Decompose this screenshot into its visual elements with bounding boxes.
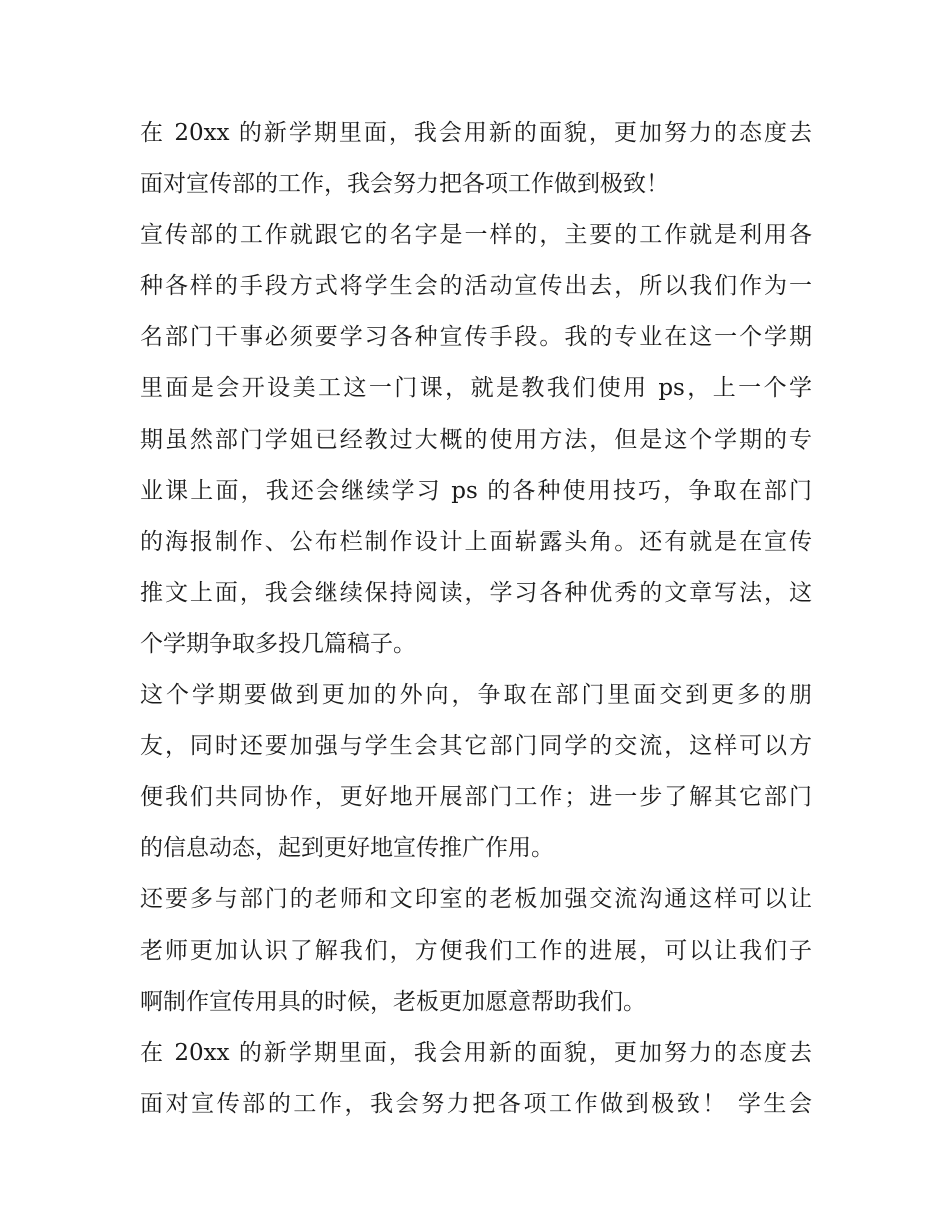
document-body <box>140 108 812 1130</box>
text-line: 名部门干事必须要学习各种宣传手段。我的专业在这一个学期 <box>140 324 812 351</box>
text-line: 还要多与部门的老师和文印室的老板加强交流沟通这样可以让 <box>140 886 812 913</box>
text-line: 推文上面，我会继续保持阅读，学习各种优秀的文章写法，这 <box>140 579 812 606</box>
text-line: 的海报制作、公布栏制作设计上面崭露头角。还有就是在宣传 <box>140 528 812 555</box>
text-line: 在 20xx 的新学期里面，我会用新的面貌，更加努力的态度去 <box>140 1039 812 1066</box>
text-line: 期虽然部门学姐已经教过大概的使用方法，但是这个学期的专 <box>140 426 812 453</box>
text-line: 友，同时还要加强与学生会其它部门同学的交流，这样可以方 <box>140 733 812 760</box>
text-line: 便我们共同协作，更好地开展部门工作；进一步了解其它部门 <box>140 784 812 811</box>
text-line: 面对宣传部的工作，我会努力把各项工作做到极致！ <box>140 171 669 198</box>
text-line: 这个学期要做到更加的外向，争取在部门里面交到更多的朋 <box>140 682 812 709</box>
text-line: 的信息动态，起到更好地宣传推广作用。 <box>140 835 554 862</box>
text-line: 在 20xx 的新学期里面，我会用新的面貌，更加努力的态度去 <box>140 120 812 146</box>
text-line: 里面是会开设美工这一门课，就是教我们使用 ps，上一个学 <box>140 375 812 402</box>
text-line: 宣传部的工作就跟它的名字是一样的，主要的工作就是利用各 <box>140 222 812 249</box>
text-line: 个学期争取多投几篇稿子。 <box>140 630 416 657</box>
text-line: 种各样的手段方式将学生会的活动宣传出去，所以我们作为一 <box>140 273 812 300</box>
text-line: 啊制作宣传用具的时候，老板更加愿意帮助我们。 <box>140 988 646 1015</box>
text-line: 老师更加认识了解我们，方便我们工作的进展，可以让我们子 <box>140 937 812 964</box>
text-line: 面对宣传部的工作，我会努力把各项工作做到极致！ 学生会 <box>140 1090 812 1117</box>
text-line: 业课上面，我还会继续学习 ps 的各种使用技巧，争取在部门 <box>140 477 812 504</box>
